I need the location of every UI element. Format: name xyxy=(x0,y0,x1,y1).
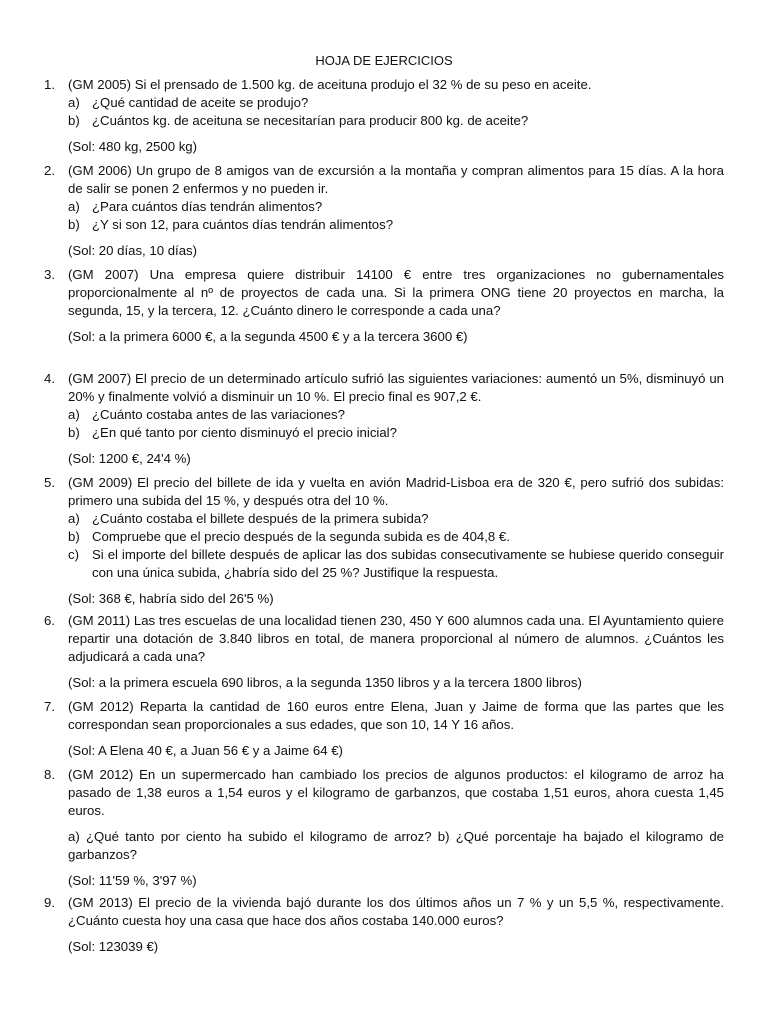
exercise-solution: (Sol: 20 días, 10 días) xyxy=(68,243,198,258)
exercise-number: 7. xyxy=(44,699,55,714)
exercise-item xyxy=(68,424,724,442)
exercise-7 xyxy=(44,698,724,760)
exercise-number: 2. xyxy=(44,163,55,178)
item-text: Compruebe que el precio después de la segunda subida es de 404,8 €. xyxy=(92,529,510,544)
exercise-solution: (Sol: 480 kg, 2500 kg) xyxy=(68,139,198,154)
exercise-item xyxy=(68,546,724,582)
item-text: ¿Qué cantidad de aceite se produjo? xyxy=(92,95,309,110)
item-label: b) xyxy=(68,425,80,440)
exercise-statement: (GM 2005) Si el prensado de 1.500 kg. de aceituna produjo el 32 % de su peso en aceite. xyxy=(68,77,592,92)
item-text: Si el importe del billete después de aplicar las dos subidas consecutivamente se hubiese querido conseguir con una única subida, ¿habría sido del 25 %? Justifique la respuesta. xyxy=(92,547,724,580)
exercise-solution: (Sol: 123039 €) xyxy=(68,939,159,954)
exercise-solution: (Sol: 368 €, habría sido del 26'5 %) xyxy=(68,591,274,606)
exercise-statement: (GM 2007) Una empresa quiere distribuir 14100 € entre tres organizaciones no gubernamentales proporcionalmente al nº de proyectos de cada una. Si la primera ONG tiene 20 proyectos en marcha, la segunda, 15, y la tercera, 12. ¿Cuánto dinero le corresponde a cada una? xyxy=(68,267,724,318)
exercise-item xyxy=(68,94,724,112)
exercise-statement: (GM 2012) Reparta la cantidad de 160 euros entre Elena, Juan y Jaime de forma que las partes que les correspondan sean proporcionales a sus edades, que son 10, 14 Y 16 años. xyxy=(68,699,724,732)
exercise-statement: (GM 2012) En un supermercado han cambiado los precios de algunos productos: el kilogramo de arroz ha pasado de 1,38 euros a 1,54 euros y el kilogramo de garbanzos, que costaba 1,51 euros, ahora cuesta 1,45 euros. xyxy=(68,767,724,818)
exercise-item xyxy=(68,406,724,424)
exercise-item xyxy=(68,198,724,216)
exercise-item xyxy=(68,528,724,546)
exercise-number: 8. xyxy=(44,767,55,782)
exercise-2 xyxy=(44,162,724,260)
item-label: b) xyxy=(68,529,80,544)
item-text: ¿Para cuántos días tendrán alimentos? xyxy=(92,199,323,214)
exercise-solution: (Sol: 11'59 %, 3'97 %) xyxy=(68,873,197,888)
item-label: b) xyxy=(68,217,80,232)
item-text: ¿En qué tanto por ciento disminuyó el precio inicial? xyxy=(92,425,397,440)
exercise-statement: (GM 2007) El precio de un determinado artículo sufrió las siguientes variaciones: aumentó un 5%, disminuyó un 20% y finalmente volvió a disminuir un 10 %. El precio final es 907,2 €. xyxy=(68,371,724,404)
item-label: c) xyxy=(68,547,79,562)
exercise-statement: (GM 2006) Un grupo de 8 amigos van de excursión a la montaña y compran alimentos para 15 días. A la hora de salir se ponen 2 enfermos y no pueden ir. xyxy=(68,163,724,196)
exercise-number: 5. xyxy=(44,475,55,490)
exercise-solution: (Sol: A Elena 40 €, a Juan 56 € y a Jaime 64 €) xyxy=(68,743,343,758)
exercise-9 xyxy=(44,894,724,956)
item-label: a) xyxy=(68,95,80,110)
exercise-1 xyxy=(44,76,724,156)
exercise-questions: a) ¿Qué tanto por ciento ha subido el kilogramo de arroz? b) ¿Qué porcentaje ha bajado el kilogramo de garbanzos? xyxy=(68,829,724,862)
exercise-number: 9. xyxy=(44,895,55,910)
item-label: b) xyxy=(68,113,80,128)
exercise-solution: (Sol: 1200 €, 24'4 %) xyxy=(68,451,191,466)
item-label: a) xyxy=(68,407,80,422)
item-text: ¿Y si son 12, para cuántos días tendrán alimentos? xyxy=(92,217,394,232)
exercise-statement: (GM 2013) El precio de la vivienda bajó durante los dos últimos años un 7 % y un 5,5 %, respectivamente. ¿Cuánto cuesta hoy una casa que hace dos años costaba 140.000 euros? xyxy=(68,895,724,928)
item-label: a) xyxy=(68,511,80,526)
exercise-number: 1. xyxy=(44,77,55,92)
item-label: a) xyxy=(68,199,80,214)
exercise-6 xyxy=(44,612,724,692)
exercise-item xyxy=(68,216,724,234)
exercise-8 xyxy=(44,766,724,890)
item-text: ¿Cuántos kg. de aceituna se necesitarían para producir 800 kg. de aceite? xyxy=(92,113,529,128)
exercise-solution: (Sol: a la primera 6000 €, a la segunda 4500 € y a la tercera 3600 €) xyxy=(68,329,468,344)
exercise-statement: (GM 2011) Las tres escuelas de una localidad tienen 230, 450 Y 600 alumnos cada una. El Ayuntamiento quiere repartir una dotación de 3.840 libros en total, de manera proporcional al número de alumnos. ¿Cuántos les adjudicará a cada una? xyxy=(68,613,724,664)
exercise-solution: (Sol: a la primera escuela 690 libros, a la segunda 1350 libros y a la tercera 1800 libros) xyxy=(68,675,582,690)
exercise-number: 4. xyxy=(44,371,55,386)
exercise-item xyxy=(68,510,724,528)
exercise-3 xyxy=(44,266,724,346)
page-title: HOJA DE EJERCICIOS xyxy=(315,53,453,68)
exercise-number: 6. xyxy=(44,613,55,628)
exercise-item xyxy=(68,112,724,130)
exercise-number: 3. xyxy=(44,267,55,282)
exercise-5 xyxy=(44,474,724,608)
item-text: ¿Cuánto costaba el billete después de la primera subida? xyxy=(92,511,429,526)
exercise-statement: (GM 2009) El precio del billete de ida y vuelta en avión Madrid-Lisboa era de 320 €, pero sufrió dos subidas: primero una subida del 15 %, y después otra del 10 %. xyxy=(68,475,724,508)
item-text: ¿Cuánto costaba antes de las variaciones? xyxy=(92,407,345,422)
exercise-4 xyxy=(44,370,724,468)
